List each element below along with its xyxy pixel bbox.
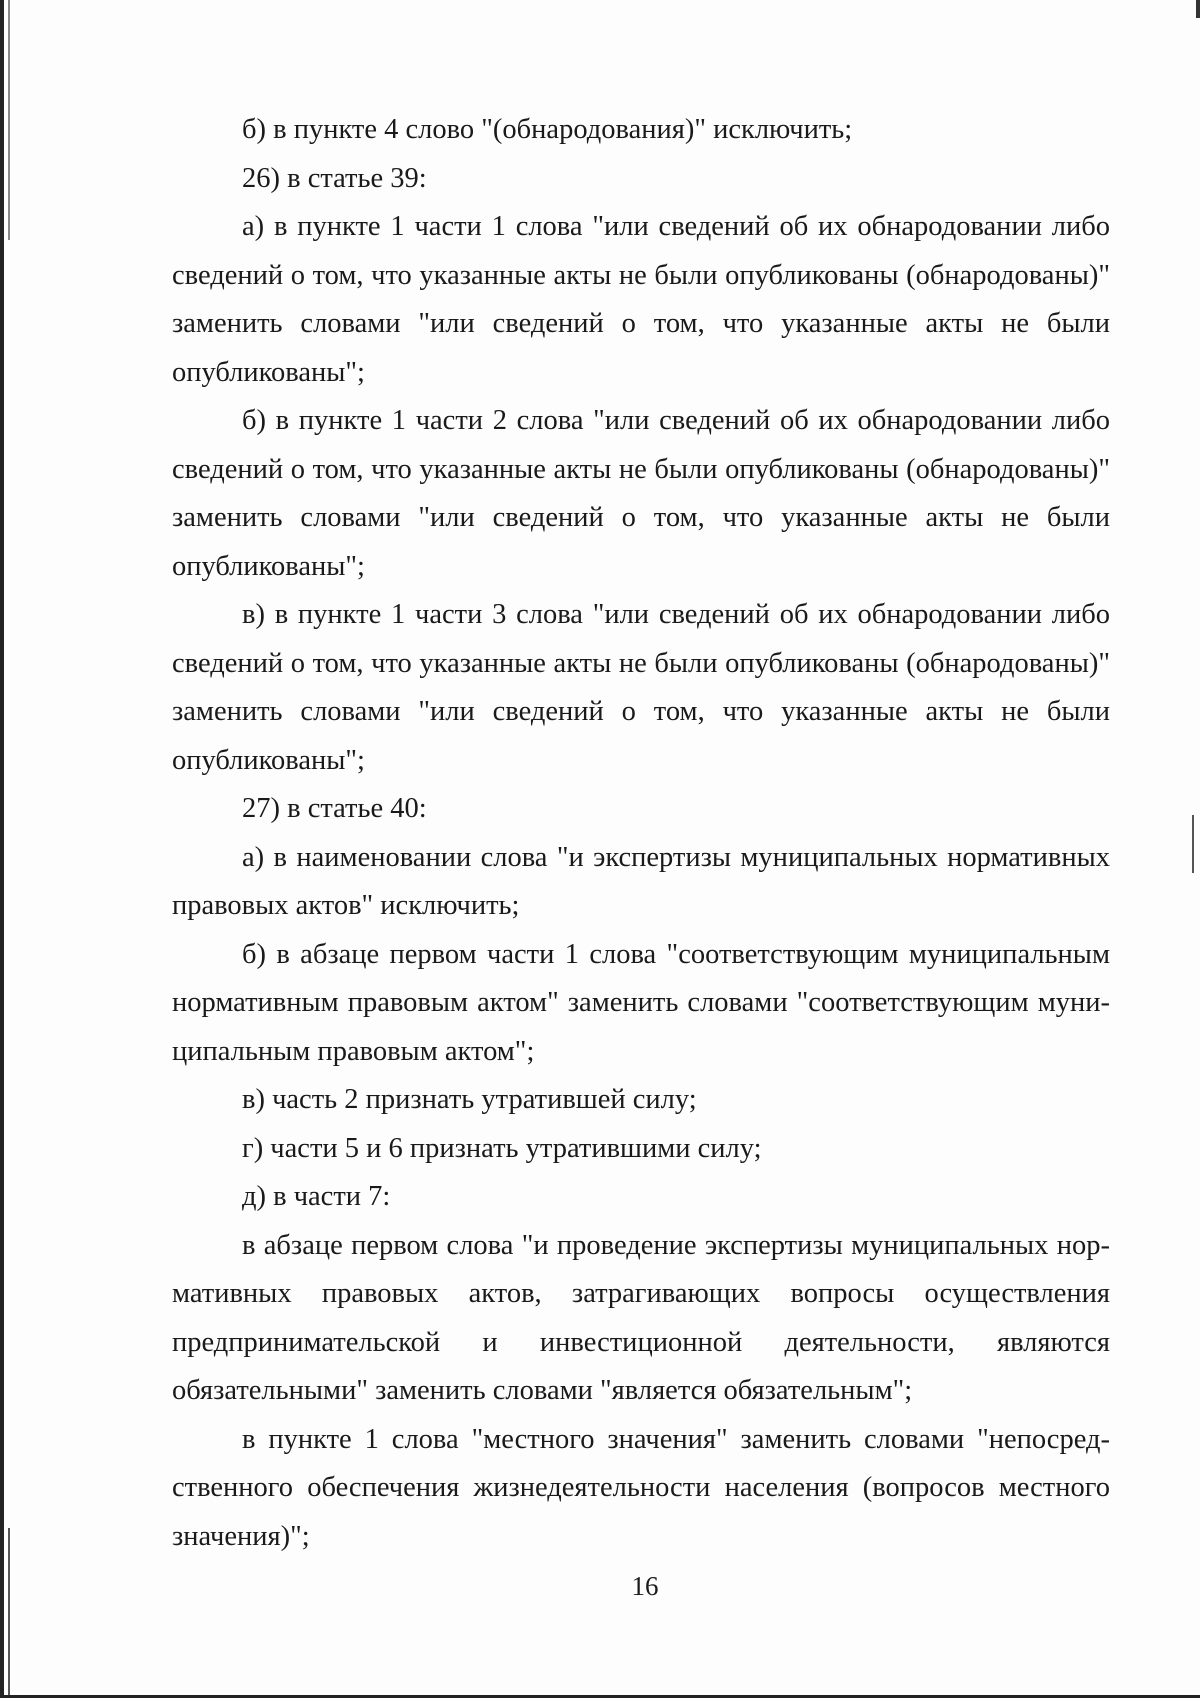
scan-artifact-left-bottom xyxy=(8,1528,10,1698)
paragraph: б) в пункте 4 слово "(обнародования)" исключить; xyxy=(242,114,853,145)
paragraph: в абзаце первом слова "и проведение экспертизы муниципальных нормативных правовых актов, затрагивающих вопросы осуществления предпринимательской и инвестиционной деятельности, являются обязательными" заменить словами "является обязательным"; xyxy=(172,1229,1110,1406)
document-body xyxy=(172,106,1110,1561)
paragraph: в) в пункте 1 части 3 слова "или сведений об их обнародовании либо сведений о том, что указанные акты не были опубликованы (обнародованы)" заменить словами "или сведений о том, что указанные акты не были опубликованы"; xyxy=(172,599,1110,776)
paragraph: д) в части 7: xyxy=(242,1181,391,1212)
paragraph: а) в наименовании слова "и экспертизы муниципальных нормативных правовых актов" исключить; xyxy=(172,841,1110,921)
paragraph: б) в абзаце первом части 1 слова "соответствующим муниципальным нормативным правовым актом" заменить словами "соответствующим муниципальным правовым актом"; xyxy=(172,938,1110,1067)
paragraph: 27) в статье 40: xyxy=(242,793,427,824)
paragraph: 26) в статье 39: xyxy=(242,162,427,194)
page-number: 16 xyxy=(631,1571,659,1601)
scan-edge-left xyxy=(0,0,4,1698)
scan-artifact-right xyxy=(1192,815,1194,873)
scan-artifact-left-top xyxy=(8,0,10,240)
paragraph: г) части 5 и 6 признать утратившими силу; xyxy=(242,1132,762,1164)
paragraph: в) часть 2 признать утратившей силу; xyxy=(242,1084,697,1115)
paragraph: б) в пункте 1 части 2 слова "или сведений об их обнародовании либо сведений о том, что указанные акты не были опубликованы (обнародованы)" заменить словами "или сведений о том, что указанные акты не были опубликованы"; xyxy=(172,405,1110,582)
scan-artifact-top-right xyxy=(1196,0,1200,18)
paragraph: в пункте 1 слова "местного значения" заменить словами "непосредственного обеспечения жизнедеятельности населения (вопросов местного значения)"; xyxy=(172,1423,1110,1552)
paragraph: а) в пункте 1 части 1 слова "или сведений об их обнародовании либо сведений о том, что указанные акты не были опубликованы (обнародованы)" заменить словами "или сведений о том, что указанные акты не были опубликованы"; xyxy=(172,211,1110,388)
